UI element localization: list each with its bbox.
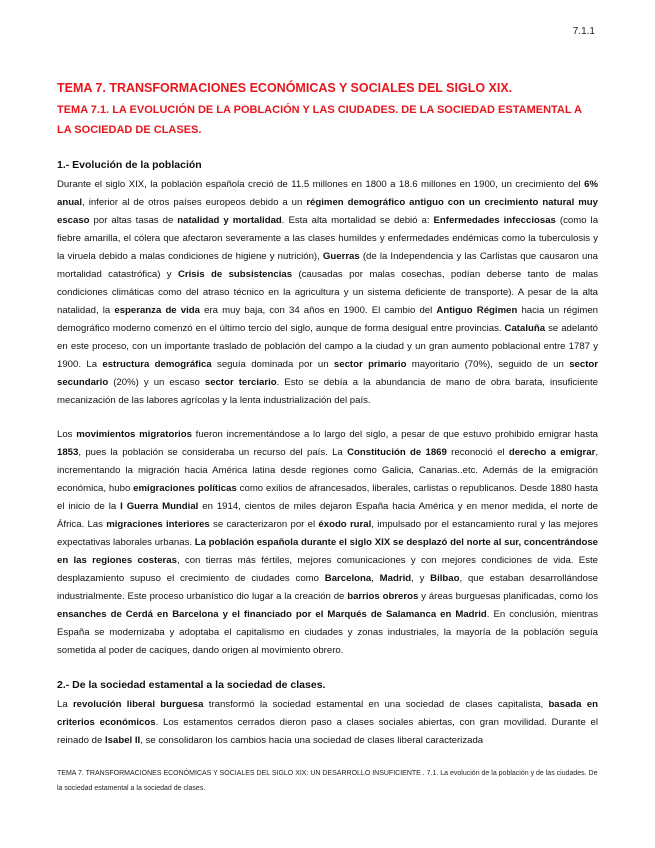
bold-text: Enfermedades infecciosas — [433, 215, 556, 226]
bold-text: Constitución de 1869 — [347, 447, 447, 458]
text-run: transformó la sociedad estamental en una sociedad de clases capitalista, — [203, 699, 549, 710]
page-number: 7.1.1 — [572, 26, 595, 37]
text-run: , — [371, 573, 380, 584]
text-run: , y — [411, 573, 431, 584]
bold-text: 1853 — [57, 447, 79, 458]
bold-text: I Guerra Mundial — [120, 501, 199, 512]
bold-text: Antiguo Régimen — [436, 305, 518, 316]
text-run: seguía dominada por un — [211, 359, 334, 370]
page-footer: TEMA 7. TRANSFORMACIONES ECONÓMICAS Y SOCIALES DEL SIGLO XIX: UN DESARROLLO INSUFICIENTE . 7.1. La evolución de la población y de las ciudades. De la sociedad estamental a la sociedad de clases. — [57, 770, 598, 792]
bold-text: derecho a emigrar — [508, 447, 596, 458]
text-run: , impulsado por el estancamiento rural y las mejores expectativas laborales urbanas. — [57, 519, 599, 548]
bold-text: Bilbao — [430, 573, 460, 584]
text-run: fueron incrementándose a lo largo del siglo, a pesar de que estuvo prohibido emigrar hasta — [191, 429, 598, 440]
text-run: por altas tasas de — [89, 215, 178, 226]
bold-text: basada en criterios económicos — [57, 699, 598, 728]
bold-text: Madrid — [379, 573, 412, 584]
bold-text: migraciones interiores — [106, 519, 210, 530]
bold-text: revolución liberal burguesa — [72, 699, 204, 710]
bold-text: sector terciario — [204, 377, 277, 388]
text-run: se caracterizaron por el — [209, 519, 319, 530]
bold-text: sector primario — [333, 359, 407, 370]
text-run: , con tierras más fértiles, mejores comunicaciones y con mejores condiciones de vida. Este desplazamiento supuso el crecimiento de ciudades como — [57, 555, 598, 584]
text-run: (de la Independencia y las Carlistas que causaron una mortalidad catastrófica) y — [57, 251, 598, 280]
text-run: (causadas por malas cosechas, podían deberse tanto de malas condiciones climáticas como del atraso técnico en la agricultura y un sistema deficiente de transporte). A pesar de la alta natalidad, la — [57, 269, 598, 316]
text-run: (como la fiebre amarilla, el cólera que afectaron severamente a las clases humildes y enfermedades endémicas como la tuberculosis y la viruela debido a malas condiciones de higiene y nutrición), — [57, 215, 599, 262]
text-run: . En conclusión, mientras España se modernizaba y adoptaba el capitalismo en ciudades y zonas industriales, la mayoría de la población seguía sometida al poder de caciques, dando origen al movimiento obrero. — [57, 609, 598, 656]
bold-text: esperanza de vida — [114, 305, 200, 316]
bold-text: emigraciones políticas — [133, 483, 237, 494]
bold-text: sector secundario — [57, 359, 598, 388]
bold-text: estructura demográfica — [102, 359, 212, 370]
text-run: era muy baja, con 34 años en 1900. El cambio del — [200, 305, 437, 316]
bold-text: Isabel II — [105, 735, 141, 746]
text-run: , incrementando la migración hacia América latina desde regiones como Galicia, Canarias..etc. Además de la emigración económica, hubo — [57, 447, 598, 494]
bold-text: Barcelona — [324, 573, 372, 584]
text-run: Los — [57, 429, 77, 440]
bold-text: ensanches de Cerdá en Barcelona y el financiado por el Marqués de Salamanca en Madrid — [57, 609, 487, 620]
text-run: , inferior al de otros países europeos debido a un — [82, 197, 307, 208]
text-run: y áreas burguesas planificadas, como los — [418, 591, 598, 602]
text-run: como exilios de afrancesados, liberales, carlistas o republicanos. Desde 1880 hasta el inicio de la — [57, 483, 599, 512]
bold-text: Cataluña — [504, 323, 546, 334]
bold-text: Guerras — [322, 251, 360, 262]
bold-text: movimientos migratorios — [76, 429, 192, 440]
text-run: . Esto se debía a la abundancia de mano de obra barata, insuficiente mecanización de las labores agrícolas y la lenta industrialización del país. — [57, 377, 598, 406]
section-heading-sociedad: 2.- De la sociedad estamental a la sociedad de clases. — [57, 679, 326, 691]
text-run: hacia un régimen demográfico moderno comenzó en el último tercio del siglo, aunque de forma desigual entre provincias. — [57, 305, 599, 334]
document-title: TEMA 7. TRANSFORMACIONES ECONÓMICAS Y SOCIALES DEL SIGLO XIX. — [57, 81, 513, 95]
text-run: , que estaban desarrollándose industrialmente. Este proceso urbanístico dio lugar a la creación de — [57, 573, 598, 602]
text-run: reconoció el — [446, 447, 509, 458]
text-run: . Los estamentos cerrados dieron paso a clases sociales abiertas, con gran movilidad. Durante el reinado de — [57, 717, 598, 746]
text-run: mayoritario (70%), seguido de un — [406, 359, 570, 370]
bold-text: La población española durante el siglo XIX se desplazó del norte al sur, concentrándose en las regiones costeras — [57, 537, 598, 566]
bold-text: barrios obreros — [347, 591, 419, 602]
bold-text: régimen demográfico antiguo con un crecimiento natural muy escaso — [57, 197, 598, 226]
bold-text: Crisis de subsistencias — [177, 269, 293, 280]
text-run: , se consolidaron los cambios hacia una sociedad de clases liberal caracterizada — [140, 735, 484, 746]
text-run: , pues la población se consideraba un recurso del país. La — [78, 447, 348, 458]
bold-text: éxodo rural — [318, 519, 372, 530]
paragraph-poblacion — [57, 176, 598, 410]
text-run: en 1914, cientos de miles dejaron España hacia América y en menor medida, el norte de África. Las — [57, 501, 598, 530]
paragraph-sociedad-clases — [57, 696, 598, 750]
document-subtitle: TEMA 7.1. LA EVOLUCIÓN DE LA POBLACIÓN Y LAS CIUDADES. DE LA SOCIEDAD ESTAMENTAL A LA SOCIEDAD DE CLASES. — [57, 104, 582, 136]
text-run: se adelantó en este proceso, con un importante traslado de población del campo a la ciudad y un gran aumento poblacional entre 1787 y 1900. La — [57, 323, 599, 370]
bold-text: natalidad y mortalidad — [177, 215, 282, 226]
document-body — [57, 80, 598, 765]
text-run: . Esta alta mortalidad se debió a: — [281, 215, 434, 226]
bold-text: 6% anual — [57, 179, 598, 208]
text-run: Durante el siglo XIX, la población española creció de 11.5 millones en 1800 a 18.6 millones en 1900, un crecimiento del — [57, 179, 585, 190]
text-run: (20%) y un escaso — [108, 377, 205, 388]
paragraph-migraciones — [57, 426, 598, 660]
text-run: La — [57, 699, 73, 710]
section-heading-poblacion: 1.- Evolución de la población — [57, 159, 202, 171]
